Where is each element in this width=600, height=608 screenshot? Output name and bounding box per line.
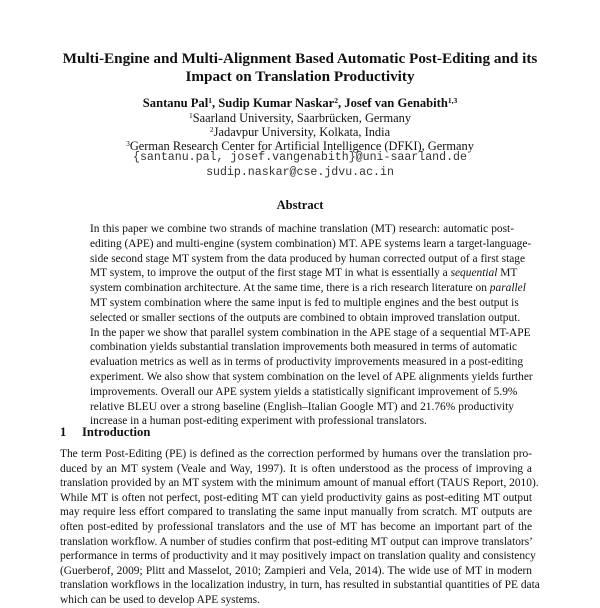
text-line: side second stage MT system from the data produced by human corrected output of a first stage bbox=[90, 252, 526, 265]
paper-title bbox=[60, 50, 540, 86]
text-line: In the paper we show that parallel system combination in the APE stage of a sequential MT-APE bbox=[90, 326, 531, 339]
text-line: translation provided by an MT system with the minimum amount of manual effort (TAUS Report, 2010). bbox=[60, 477, 539, 490]
text-line: editing (APE) and multi-engine (system combination) MT. APE systems learn a target-language- bbox=[90, 237, 532, 250]
affiliation-mark: 1 bbox=[188, 111, 193, 120]
text-line: evaluation metrics as well as in terms of productivity improvements measured in a post-editing bbox=[90, 356, 524, 369]
introduction-body bbox=[60, 447, 540, 608]
affiliation-mark: 3 bbox=[126, 139, 130, 148]
text-line: often post-edited by professional translators and the use of MT has become an important part of the bbox=[60, 520, 532, 533]
text-line: MT system, to improve the output of the first stage MT in what is essentially a sequential MT bbox=[90, 267, 518, 280]
text-line: system combination architecture. At the same time, there is a rich research literature on parallel bbox=[90, 282, 526, 295]
author-list: Santanu Pal$^1$, Sudip Kumar Naskar$^2$, Josef van Genabith$^{1,3}$ bbox=[142, 96, 458, 110]
abstract-heading: Abstract bbox=[276, 198, 324, 212]
author-affiliation-mark: 1 bbox=[208, 96, 212, 105]
affiliation-text: German Research Center for Artificial Intelligence (DFKI), Germany bbox=[129, 139, 474, 153]
text-line: The term Post-Editing (PE) is defined as the correction performed by humans over the translation pro- bbox=[60, 448, 532, 460]
paper-title-line: Impact on Translation Productivity bbox=[185, 68, 415, 85]
text-line: (Guerberof, 2009; Plitt and Masselot, 2010; Zampieri and Vela, 2014). The wide use of MT in modern bbox=[60, 564, 532, 577]
text-line: combination yields substantial translation improvements both measured in terms of automatic bbox=[90, 341, 518, 354]
author-name: Santanu Pal bbox=[142, 96, 209, 110]
text-line: While MT is often not perfect, post-editing MT can yield productivity gains as post-editing MT output bbox=[60, 491, 532, 504]
text-line: experiment. We also show that system combination on the level of APE alignments yields further bbox=[90, 370, 533, 383]
email-line: {santanu.pal, josef.vangenabith}@uni-saarland.de bbox=[133, 151, 467, 164]
affiliation-text: Saarland University, Saarbrücken, Germany bbox=[192, 111, 412, 125]
emphasis: parallel bbox=[489, 282, 526, 295]
text-line: may require less effort compared to translating the same input manually from scratch. MT outputs are bbox=[60, 506, 532, 519]
affiliation-text: Jadavpur University, Kolkata, India bbox=[213, 125, 391, 139]
text-line: selected or smaller sections of the outputs are combined to obtain improved translation output. bbox=[90, 311, 521, 324]
email-line: sudip.naskar@cse.jdvu.ac.in bbox=[206, 166, 394, 179]
text-line: which can be used to develop APE systems. bbox=[60, 593, 260, 606]
text-line: performance in terms of productivity and it may positively impact on translation quality and consistency bbox=[60, 550, 536, 563]
text-line: relative BLEU over a strong baseline (English–Italian Google MT) and 21.76% productivity bbox=[90, 400, 514, 413]
text-line: increase in a human post-editing experiment with professional translators. bbox=[90, 415, 427, 428]
text-line: improvements. Overall our APE system yields a statistically significant improvement of 5.9% bbox=[90, 385, 518, 398]
text-line: duced by an MT system (Veale and Way, 1997). It is often understood as the process of improving a bbox=[60, 462, 532, 475]
affiliation-mark: 2 bbox=[209, 125, 214, 134]
text-line: MT system combination where the same input is fed to multiple engines and the best output is bbox=[90, 296, 519, 309]
text-line: translation workflows in the localization industry, in turn, has resulted in substantial quantities of PE data bbox=[60, 579, 540, 592]
author-name: Josef van Genabith bbox=[344, 96, 448, 110]
author-affiliation-mark: 1,3 bbox=[447, 96, 458, 105]
section-number: 1 bbox=[60, 425, 67, 439]
abstract-body bbox=[90, 222, 533, 429]
section-title: Introduction bbox=[82, 425, 151, 439]
author-affiliation-mark: 2 bbox=[334, 96, 338, 105]
text-line: In this paper we combine two strands of machine translation (MT) research: automatic post- bbox=[90, 223, 514, 235]
paper-title-line: Multi-Engine and Multi-Alignment Based Automatic Post-Editing and its bbox=[62, 50, 538, 67]
author-name: Sudip Kumar Naskar bbox=[218, 96, 335, 110]
text-line: translation workflow. A number of studies confirm that post-editing MT output can improve translators’ bbox=[60, 535, 533, 548]
section-heading bbox=[60, 425, 150, 440]
emphasis: sequential bbox=[450, 267, 498, 280]
